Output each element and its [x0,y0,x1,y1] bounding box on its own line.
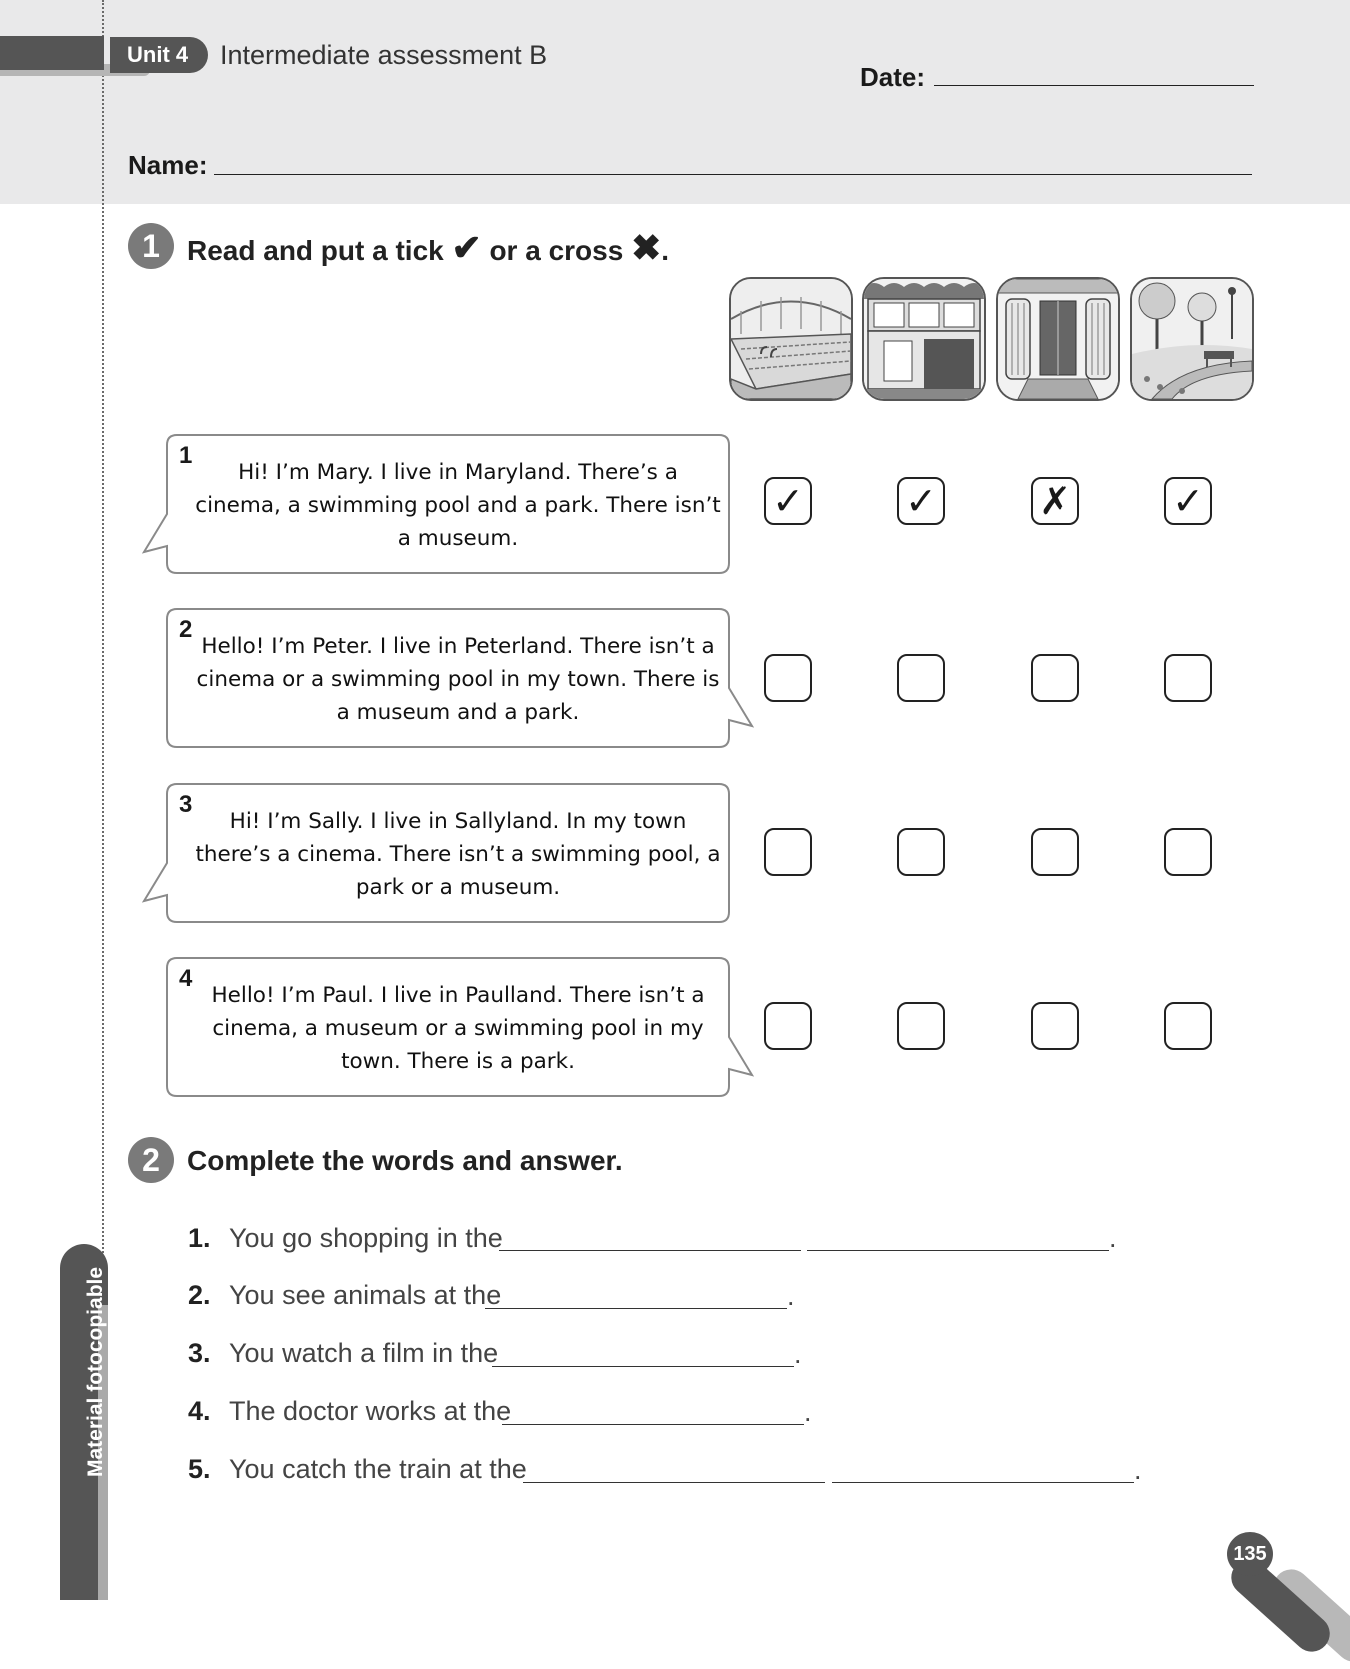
item-number: 3 [179,791,193,818]
question-text: You catch the train at the [229,1454,527,1484]
speech-bubble-2 [165,608,731,748]
question-number: 1. [188,1223,211,1253]
swimming-pool-icon [729,277,853,401]
question-number: 5. [188,1454,211,1484]
checkbox-1-park[interactable]: ✓ [1164,477,1212,525]
question-3 [188,1336,498,1370]
question-number: 2. [188,1280,211,1310]
exercise-1-title [187,228,669,271]
item-number: 1 [179,442,193,469]
question-end: . [1109,1223,1117,1253]
question-4 [188,1394,511,1428]
question-5 [188,1452,527,1486]
checkbox-2-park[interactable] [1164,654,1212,702]
question-end: . [787,1281,795,1311]
unit-tab-bar [0,36,104,70]
item-text: Hello! I’m Paul. I live in Paulland. There isn’t a cinema, a museum or a swimming pool in my town. There is a park. [211,983,705,1074]
assessment-title: Intermediate assessment B [220,40,548,70]
checkbox-4-cinema[interactable] [897,1002,945,1050]
checkbox-4-park[interactable] [1164,1002,1212,1050]
question-end: . [804,1397,812,1427]
speech-bubble-4 [165,957,731,1097]
item-number: 4 [179,965,193,992]
speech-bubble-1 [165,434,731,574]
photocopiable-label: Material fotocopiable [84,1266,107,1477]
tick-icon: ✔ [451,227,482,268]
checkbox-2-pool[interactable] [764,654,812,702]
question-number: 3. [188,1338,211,1368]
exercise-1-title-part1: Read and put a tick [187,235,444,266]
item-text: Hi! I’m Mary. I live in Maryland. There’s a cinema, a swimming pool and a park. There isn’t a museum. [195,460,721,551]
checkbox-3-cinema[interactable] [897,828,945,876]
item-text: Hi! I’m Sally. I live in Sallyland. In my town there’s a cinema. There isn’t a swimming pool, a park or a museum. [195,809,721,900]
question-text: You watch a film in the [229,1338,499,1368]
park-icon [1130,277,1254,401]
unit-badge: Unit 4 [110,37,208,73]
answer-blank-4[interactable] [502,1424,804,1425]
checkbox-2-cinema[interactable] [897,654,945,702]
checkbox-3-park[interactable] [1164,828,1212,876]
checkbox-3-pool[interactable] [764,828,812,876]
cross-icon: ✖ [631,227,662,268]
checkbox-1-cinema[interactable]: ✓ [897,477,945,525]
question-end: . [1134,1455,1142,1485]
answer-blank-5a[interactable] [523,1482,825,1483]
checkbox-1-museum[interactable]: ✗ [1031,477,1079,525]
question-text: You see animals at the [229,1280,502,1310]
answer-blank-3[interactable] [492,1366,794,1367]
date-field[interactable] [934,85,1254,86]
answer-blank-5b[interactable] [832,1482,1134,1483]
exercise-2-title: Complete the words and answer. [187,1145,623,1176]
answer-blank-1a[interactable] [499,1250,801,1251]
name-label: Name: [128,150,208,180]
exercise-2-number: 2 [128,1137,174,1183]
item-number: 2 [179,616,193,643]
date-label: Date: [860,62,926,92]
checkbox-2-museum[interactable] [1031,654,1079,702]
exercise-1-title-end: . [661,235,670,266]
checkbox-4-pool[interactable] [764,1002,812,1050]
checkbox-3-museum[interactable] [1031,828,1079,876]
name-field[interactable] [214,174,1252,175]
cinema-icon [862,277,986,401]
question-text: You go shopping in the [229,1223,503,1253]
question-text: The doctor works at the [229,1396,512,1426]
answer-blank-2[interactable] [485,1308,787,1309]
checkbox-1-pool[interactable]: ✓ [764,477,812,525]
exercise-1-title-part2: or a cross [489,235,624,266]
museum-icon [996,277,1120,401]
answer-blank-1b[interactable] [807,1250,1109,1251]
question-2 [188,1278,501,1312]
item-text: Hello! I’m Peter. I live in Peterland. There isn’t a cinema or a swimming pool in my town. There is a museum and a park. [196,634,720,725]
question-number: 4. [188,1396,211,1426]
question-1 [188,1221,503,1255]
speech-bubble-3 [165,783,731,923]
page-number: 135 [1227,1532,1273,1576]
exercise-1-number: 1 [128,223,174,269]
checkbox-4-museum[interactable] [1031,1002,1079,1050]
question-end: . [794,1339,802,1369]
